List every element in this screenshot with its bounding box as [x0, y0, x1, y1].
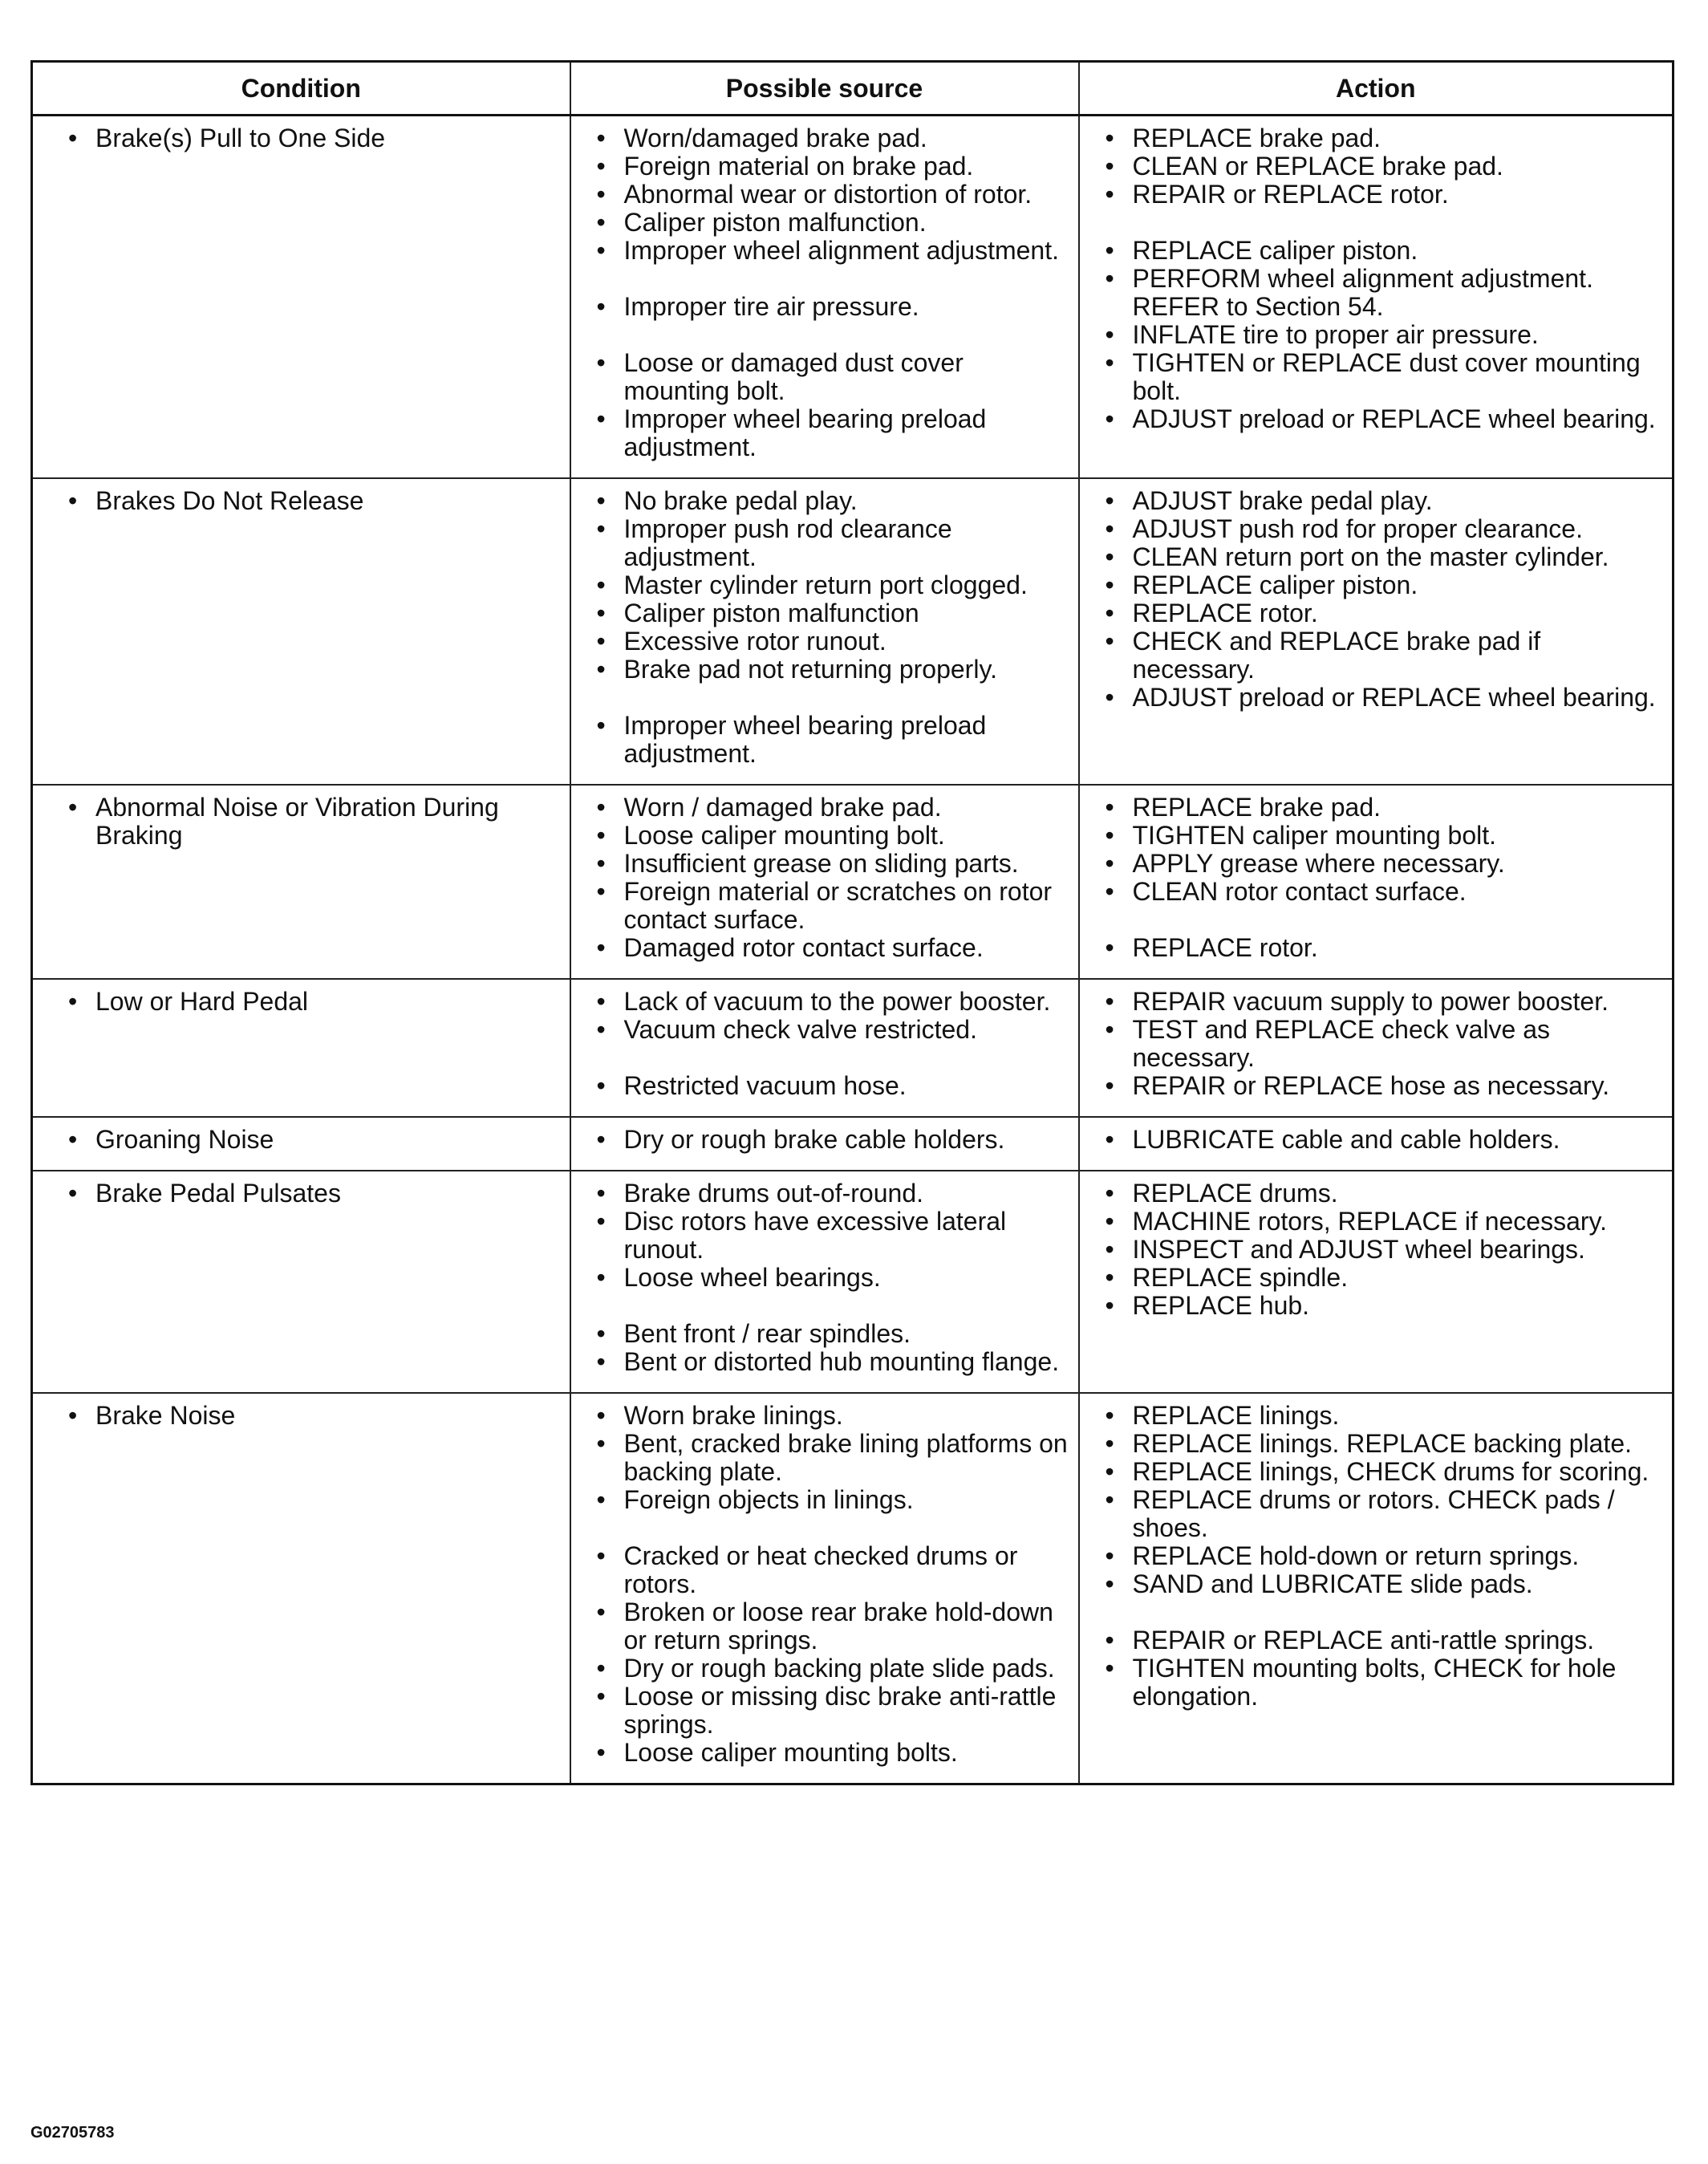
table-row: [32, 478, 1674, 785]
source-item: • Bent or distorted hub mounting flange.: [596, 1347, 1060, 1376]
action-cell: [1079, 979, 1674, 1117]
action-item: • REPLACE drums or rotors. CHECK pads / shoes.: [1105, 1485, 1615, 1542]
action-item: • ADJUST preload or REPLACE wheel bearing.: [1105, 683, 1656, 712]
source-item: • Brake pad not returning properly.: [596, 655, 997, 684]
action-item: • CHECK and REPLACE brake pad if necessary.: [1105, 627, 1541, 684]
table-row: [32, 979, 1674, 1117]
action-cell: [1079, 1171, 1674, 1393]
action-item: • REPLACE drums.: [1105, 1179, 1338, 1208]
figure-code: G02705783: [30, 2124, 115, 2142]
action-item: • REPAIR vacuum supply to power booster.: [1105, 987, 1609, 1016]
action-cell: [1079, 785, 1674, 979]
source-item: • Loose caliper mounting bolts.: [596, 1738, 958, 1767]
action-item: • APPLY grease where necessary.: [1105, 849, 1505, 878]
action-item: • CLEAN rotor contact surface.: [1105, 877, 1467, 906]
source-item: • Caliper piston malfunction.: [596, 208, 927, 237]
source-item: • Vacuum check valve restricted.: [596, 1015, 977, 1044]
action-item: • ADJUST push rod for proper clearance.: [1105, 514, 1583, 543]
header-row: [32, 62, 1674, 116]
action-item: • REPLACE caliper piston.: [1105, 236, 1418, 265]
diagnosis-table: [30, 60, 1674, 1785]
source-item: • Loose or missing disc brake anti-rattle springs.: [596, 1682, 1057, 1739]
source-item: • Worn/damaged brake pad.: [596, 124, 927, 152]
action-item: • MACHINE rotors, REPLACE if necessary.: [1105, 1207, 1608, 1236]
action-item: • REPLACE brake pad.: [1105, 124, 1381, 152]
source-item: • Master cylinder return port clogged.: [596, 570, 1028, 599]
source-item: • Loose or damaged dust cover mounting bolt.: [596, 348, 964, 405]
action-item: • TIGHTEN mounting bolts, CHECK for hole elongation.: [1105, 1654, 1617, 1711]
condition-cell: [32, 785, 570, 979]
source-cell: [570, 116, 1079, 479]
source-item: • Restricted vacuum hose.: [596, 1071, 907, 1100]
source-item: • Damaged rotor contact surface.: [596, 933, 984, 962]
source-item: • Disc rotors have excessive lateral runout.: [596, 1207, 1007, 1264]
source-cell: [570, 785, 1079, 979]
condition-item: • Low or Hard Pedal: [68, 987, 309, 1016]
action-item: • REPLACE rotor.: [1105, 599, 1318, 627]
source-item: • Dry or rough brake cable holders.: [596, 1125, 1005, 1154]
source-cell: [570, 1117, 1079, 1171]
action-item: • REPLACE linings.: [1105, 1401, 1340, 1430]
condition-cell: [32, 478, 570, 785]
condition-cell: [32, 1171, 570, 1393]
table-row: [32, 1117, 1674, 1171]
source-cell: [570, 478, 1079, 785]
source-item: • Worn / damaged brake pad.: [596, 793, 942, 822]
source-item: • Excessive rotor runout.: [596, 627, 886, 656]
header-action: Action: [1079, 62, 1674, 116]
action-item: • REPLACE hub.: [1105, 1291, 1310, 1320]
action-item: • CLEAN return port on the master cylinder.: [1105, 542, 1609, 571]
action-item: • INFLATE tire to proper air pressure.: [1105, 320, 1539, 349]
action-item: • REPLACE caliper piston.: [1105, 570, 1418, 599]
action-item: • TIGHTEN or REPLACE dust cover mounting bolt.: [1105, 348, 1641, 405]
action-cell: [1079, 116, 1674, 479]
action-item: • REPLACE rotor.: [1105, 933, 1318, 962]
source-item: • Improper wheel bearing preload adjustment.: [596, 711, 987, 768]
action-item: • TIGHTEN caliper mounting bolt.: [1105, 821, 1496, 850]
source-item: • Lack of vacuum to the power booster.: [596, 987, 1051, 1016]
source-cell: [570, 979, 1079, 1117]
header-condition: Condition: [32, 62, 570, 116]
action-item: • REPAIR or REPLACE hose as necessary.: [1105, 1071, 1610, 1100]
source-item: • Brake drums out-of-round.: [596, 1179, 923, 1208]
header-possible-source: Possible source: [570, 62, 1079, 116]
source-cell: [570, 1171, 1079, 1393]
condition-cell: [32, 979, 570, 1117]
source-item: • Improper push rod clearance adjustment.: [596, 514, 952, 571]
action-item: • INSPECT and ADJUST wheel bearings.: [1105, 1235, 1585, 1264]
source-item: • Bent front / rear spindles.: [596, 1319, 911, 1348]
source-item: • Worn brake linings.: [596, 1401, 843, 1430]
source-item: • Foreign material or scratches on rotor contact surface.: [596, 877, 1053, 934]
table-row: [32, 1171, 1674, 1393]
action-item: • REPAIR or REPLACE anti-rattle springs.: [1105, 1626, 1595, 1654]
condition-cell: [32, 1117, 570, 1171]
source-item: • Caliper piston malfunction: [596, 599, 919, 627]
source-item: • Foreign material on brake pad.: [596, 152, 974, 181]
table-row: [32, 785, 1674, 979]
action-item: • LUBRICATE cable and cable holders.: [1105, 1125, 1560, 1154]
action-item: • TEST and REPLACE check valve as necessary.: [1105, 1015, 1551, 1072]
source-item: • Dry or rough backing plate slide pads.: [596, 1654, 1055, 1683]
source-item: • Insufficient grease on sliding parts.: [596, 849, 1019, 878]
condition-item: • Brakes Do Not Release: [68, 486, 364, 515]
action-item: • REPLACE linings. REPLACE backing plate.: [1105, 1429, 1633, 1458]
source-cell: [570, 1393, 1079, 1784]
table-body: [32, 116, 1674, 1784]
source-item: • Improper wheel alignment adjustment.: [596, 236, 1059, 265]
condition-item: • Groaning Noise: [68, 1125, 274, 1154]
action-item: • ADJUST preload or REPLACE wheel bearing.: [1105, 404, 1656, 433]
source-item: • Bent, cracked brake lining platforms on backing plate.: [596, 1429, 1068, 1486]
action-cell: [1079, 478, 1674, 785]
source-item: • Improper tire air pressure.: [596, 292, 919, 321]
action-item: • REPLACE linings, CHECK drums for scoring.: [1105, 1457, 1649, 1486]
source-item: • Improper wheel bearing preload adjustment.: [596, 404, 987, 461]
source-item: • Loose wheel bearings.: [596, 1263, 881, 1292]
source-item: • Loose caliper mounting bolt.: [596, 821, 945, 850]
action-item: • REPLACE spindle.: [1105, 1263, 1349, 1292]
action-item: • REPLACE brake pad.: [1105, 793, 1381, 822]
table-row: [32, 1393, 1674, 1784]
source-item: • Broken or loose rear brake hold-down or return springs.: [596, 1598, 1053, 1654]
source-item: • No brake pedal play.: [596, 486, 858, 515]
action-item: • ADJUST brake pedal play.: [1105, 486, 1433, 515]
condition-item: • Abnormal Noise or Vibration During Braking: [68, 793, 499, 850]
action-item: • PERFORM wheel alignment adjustment. REFER to Section 54.: [1105, 264, 1593, 321]
condition-item: • Brake Noise: [68, 1401, 236, 1430]
source-item: • Abnormal wear or distortion of rotor.: [596, 180, 1033, 209]
table-row: [32, 116, 1674, 479]
condition-cell: [32, 1393, 570, 1784]
action-item: • CLEAN or REPLACE brake pad.: [1105, 152, 1503, 181]
action-cell: [1079, 1393, 1674, 1784]
action-item: • SAND and LUBRICATE slide pads.: [1105, 1569, 1533, 1598]
source-item: • Cracked or heat checked drums or rotors.: [596, 1541, 1018, 1598]
condition-cell: [32, 116, 570, 479]
action-item: • REPLACE hold-down or return springs.: [1105, 1541, 1580, 1570]
action-item: • REPAIR or REPLACE rotor.: [1105, 180, 1449, 209]
condition-item: • Brake(s) Pull to One Side: [68, 124, 386, 152]
condition-item: • Brake Pedal Pulsates: [68, 1179, 341, 1208]
source-item: • Foreign objects in linings.: [596, 1485, 914, 1514]
action-cell: [1079, 1117, 1674, 1171]
